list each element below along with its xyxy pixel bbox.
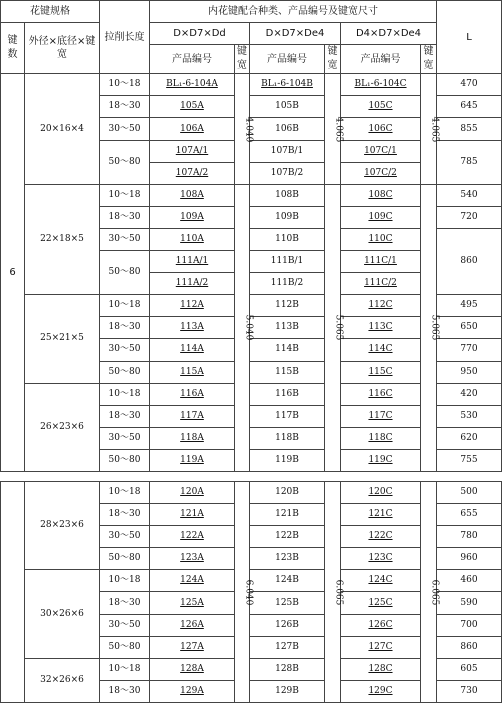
- broach-length-cell: 18～30: [100, 206, 150, 228]
- product-no-cell: 128B: [250, 658, 325, 680]
- product-no-cell: 106C: [341, 118, 421, 140]
- product-no-cell: 122B: [250, 526, 325, 548]
- length-l-cell: 460: [437, 570, 502, 592]
- product-no-cell: 114C: [341, 339, 421, 361]
- length-l-cell: 470: [437, 74, 502, 96]
- key-width-header: [325, 45, 341, 74]
- product-no-cell: 123A: [150, 548, 235, 570]
- broach-length-cell: 50～80: [100, 361, 150, 383]
- key-width-cell: [325, 74, 344, 184]
- product-no-cell: 127C: [341, 636, 421, 658]
- product-no-cell: 120A: [150, 482, 235, 504]
- product-no-cell: 121A: [150, 504, 235, 526]
- key-width-cell: [325, 482, 344, 703]
- length-l-cell: 650: [437, 317, 502, 339]
- key-width-value: 6.040: [243, 579, 254, 605]
- product-no-cell: 119C: [341, 449, 421, 471]
- product-no-cell: 124A: [150, 570, 235, 592]
- product-no-cell: 117B: [250, 405, 325, 427]
- product-no-cell: 125C: [341, 592, 421, 614]
- product-no-cell: 107A/2: [150, 162, 235, 184]
- broach-length-cell: 50～80: [100, 140, 150, 184]
- spline-spec-cell: 28×23×6: [25, 482, 100, 570]
- spline-spec-cell: 32×26×6: [25, 658, 100, 702]
- key-count-cell: [1, 482, 25, 703]
- product-no-cell: 106B: [250, 118, 325, 140]
- length-l-cell: 495: [437, 295, 502, 317]
- broach-length-header: 拉削长度: [100, 1, 150, 74]
- product-no-cell: 115A: [150, 361, 235, 383]
- broach-length-cell: 18～30: [100, 405, 150, 427]
- product-no-cell: 118C: [341, 427, 421, 449]
- product-no-cell: 119A: [150, 449, 235, 471]
- key-width-header-text: 键宽: [423, 46, 434, 72]
- product-no-cell: 108A: [150, 184, 235, 206]
- key-width-cell: [421, 184, 440, 471]
- broach-length-cell: 30～50: [100, 614, 150, 636]
- length-l-cell: 860: [437, 228, 502, 294]
- key-width-cell: [235, 184, 254, 471]
- product-no-cell: 127A: [150, 636, 235, 658]
- length-l-cell: 655: [437, 504, 502, 526]
- length-l-cell: 960: [437, 548, 502, 570]
- product-no-cell: 110C: [341, 228, 421, 250]
- product-no-cell: 110B: [250, 228, 325, 250]
- product-no-cell: 126A: [150, 614, 235, 636]
- length-l-cell: 770: [437, 339, 502, 361]
- key-count-header-text: 键数: [7, 35, 18, 61]
- spline-spec-cell: 25×21×5: [25, 295, 100, 383]
- broach-length-cell: 50～80: [100, 251, 150, 295]
- product-no-cell: 117A: [150, 405, 235, 427]
- key-width-header: [235, 45, 250, 74]
- product-no-cell: 111C/1: [341, 251, 421, 273]
- key-width-value: 5.065: [333, 314, 344, 341]
- spline-spec-cell: 20×16×4: [25, 74, 100, 184]
- broach-length-cell: 30～50: [100, 228, 150, 250]
- product-no-cell: 118A: [150, 427, 235, 449]
- product-no-cell: 111B/1: [250, 251, 325, 273]
- product-no-cell: 112A: [150, 295, 235, 317]
- product-no-cell: 112C: [341, 295, 421, 317]
- product-no-header: 产品编号: [250, 45, 325, 74]
- length-l-cell: 530: [437, 405, 502, 427]
- product-no-cell: 105B: [250, 96, 325, 118]
- product-no-cell: 128C: [341, 658, 421, 680]
- product-no-cell: 109A: [150, 206, 235, 228]
- product-no-cell: 121B: [250, 504, 325, 526]
- length-l-cell: 645: [437, 96, 502, 118]
- length-l-cell: 950: [437, 361, 502, 383]
- broach-length-cell: 50～80: [100, 548, 150, 570]
- length-l-cell: 420: [437, 383, 502, 405]
- product-no-cell: 111B/2: [250, 273, 325, 295]
- broach-length-cell: 10～18: [100, 184, 150, 206]
- product-no-cell: 125B: [250, 592, 325, 614]
- key-width-cell: [325, 184, 344, 471]
- length-l-cell: 720: [437, 206, 502, 228]
- od-rd-width-header: 外径×底径×键宽: [25, 23, 100, 74]
- product-no-cell: 121C: [341, 504, 421, 526]
- key-width-value: 5.040: [243, 314, 254, 341]
- broach-length-cell: 50～80: [100, 636, 150, 658]
- key-width-value: 5.065: [429, 314, 440, 341]
- product-no-cell: 123B: [250, 548, 325, 570]
- broach-length-cell: 30～50: [100, 339, 150, 361]
- product-no-cell: 106A: [150, 118, 235, 140]
- product-no-cell: 118B: [250, 427, 325, 449]
- page-gap: [1, 471, 502, 481]
- broach-length-cell: 30～50: [100, 118, 150, 140]
- broach-length-cell: 18～30: [100, 504, 150, 526]
- product-no-cell: 119B: [250, 449, 325, 471]
- length-l-cell: 860: [437, 636, 502, 658]
- key-count-cell: 6: [1, 74, 25, 472]
- product-no-cell: 120C: [341, 482, 421, 504]
- length-l-cell: 500: [437, 482, 502, 504]
- length-l-cell: 700: [437, 614, 502, 636]
- product-no-cell: 108C: [341, 184, 421, 206]
- product-no-cell: 122C: [341, 526, 421, 548]
- key-width-header: [421, 45, 437, 74]
- broach-length-cell: 10～18: [100, 570, 150, 592]
- key-width-value: 4.065: [429, 116, 440, 142]
- length-l-cell: 590: [437, 592, 502, 614]
- length-l-cell: 855: [437, 118, 502, 140]
- product-no-cell: 129A: [150, 680, 235, 702]
- broach-length-cell: 30～50: [100, 526, 150, 548]
- product-no-cell: 110A: [150, 228, 235, 250]
- product-no-cell: 107C/1: [341, 140, 421, 162]
- product-no-cell: 109B: [250, 206, 325, 228]
- product-no-cell: 107A/1: [150, 140, 235, 162]
- product-no-cell: BL₁-6-104A: [150, 74, 235, 96]
- product-no-cell: 111C/2: [341, 273, 421, 295]
- length-l-cell: 620: [437, 427, 502, 449]
- product-no-header: 产品编号: [341, 45, 421, 74]
- key-width-value: 6.065: [333, 579, 344, 605]
- length-l-cell: 540: [437, 184, 502, 206]
- product-no-cell: 107B/2: [250, 162, 325, 184]
- product-no-cell: 129C: [341, 680, 421, 702]
- broach-length-cell: 10～18: [100, 658, 150, 680]
- product-no-cell: 107C/2: [341, 162, 421, 184]
- spline-spec-cell: 22×18×5: [25, 184, 100, 294]
- product-no-cell: 126C: [341, 614, 421, 636]
- key-width-header-text: 键宽: [327, 46, 338, 72]
- product-no-cell: 113C: [341, 317, 421, 339]
- length-l-cell: 730: [437, 680, 502, 702]
- fit-type-1-header: D×D7×Dd: [150, 23, 250, 45]
- product-no-cell: 124C: [341, 570, 421, 592]
- key-width-value: 4.040: [243, 116, 254, 142]
- product-no-cell: 109C: [341, 206, 421, 228]
- page-gap-cell: [1, 471, 502, 481]
- product-no-cell: 105A: [150, 96, 235, 118]
- product-no-cell: 115C: [341, 361, 421, 383]
- key-width-cell: [235, 74, 254, 184]
- product-no-cell: 108B: [250, 184, 325, 206]
- product-no-cell: 111A/1: [150, 251, 235, 273]
- length-l-cell: 780: [437, 526, 502, 548]
- inner-spline-header: 内花键配合种类、产品编号及键宽尺寸: [150, 1, 437, 23]
- product-no-cell: 126B: [250, 614, 325, 636]
- product-no-cell: 123C: [341, 548, 421, 570]
- length-l-cell: 605: [437, 658, 502, 680]
- fit-type-2-header: D×D7×De4: [250, 23, 341, 45]
- key-width-cell: [421, 482, 440, 703]
- product-no-cell: 114A: [150, 339, 235, 361]
- product-no-cell: 116A: [150, 383, 235, 405]
- length-l-cell: 755: [437, 449, 502, 471]
- product-no-cell: 115B: [250, 361, 325, 383]
- product-no-cell: 116B: [250, 383, 325, 405]
- product-no-cell: 116C: [341, 383, 421, 405]
- product-no-cell: 128A: [150, 658, 235, 680]
- broach-length-cell: 10～18: [100, 295, 150, 317]
- broach-length-cell: 10～18: [100, 482, 150, 504]
- product-no-cell: 105C: [341, 96, 421, 118]
- broach-length-cell: 10～18: [100, 383, 150, 405]
- product-no-cell: 129B: [250, 680, 325, 702]
- key-count-header: [1, 23, 25, 74]
- product-no-cell: 113B: [250, 317, 325, 339]
- product-no-cell: 124B: [250, 570, 325, 592]
- spline-spec-header: 花键规格: [1, 1, 100, 23]
- spline-spec-cell: 26×23×6: [25, 383, 100, 471]
- broach-length-cell: 18～30: [100, 592, 150, 614]
- broach-length-cell: 10～18: [100, 74, 150, 96]
- broach-length-cell: 50～80: [100, 449, 150, 471]
- product-no-cell: 125A: [150, 592, 235, 614]
- length-l-header: L: [437, 1, 502, 74]
- broach-length-cell: 30～50: [100, 427, 150, 449]
- product-no-cell: 112B: [250, 295, 325, 317]
- product-no-cell: 113A: [150, 317, 235, 339]
- broach-length-cell: 18～30: [100, 317, 150, 339]
- product-no-cell: BL₁-6-104C: [341, 74, 421, 96]
- key-width-cell: [235, 482, 254, 703]
- product-no-cell: 127B: [250, 636, 325, 658]
- broach-length-cell: 18～30: [100, 680, 150, 702]
- product-no-cell: 122A: [150, 526, 235, 548]
- product-no-cell: BL₁-6-104B: [250, 74, 325, 96]
- product-no-header: 产品编号: [150, 45, 235, 74]
- product-no-cell: 117C: [341, 405, 421, 427]
- product-no-cell: 111A/2: [150, 273, 235, 295]
- product-no-cell: 120B: [250, 482, 325, 504]
- broach-length-cell: 18～30: [100, 96, 150, 118]
- key-width-cell: [421, 74, 440, 184]
- fit-type-3-header: D4×D7×De4: [341, 23, 437, 45]
- product-no-cell: 107B/1: [250, 140, 325, 162]
- key-width-header-text: 键宽: [237, 46, 247, 72]
- key-width-value: 6.065: [429, 579, 440, 605]
- length-l-cell: 785: [437, 140, 502, 184]
- key-width-value: 4.065: [333, 116, 344, 142]
- spline-spec-cell: 30×26×6: [25, 570, 100, 658]
- product-no-cell: 114B: [250, 339, 325, 361]
